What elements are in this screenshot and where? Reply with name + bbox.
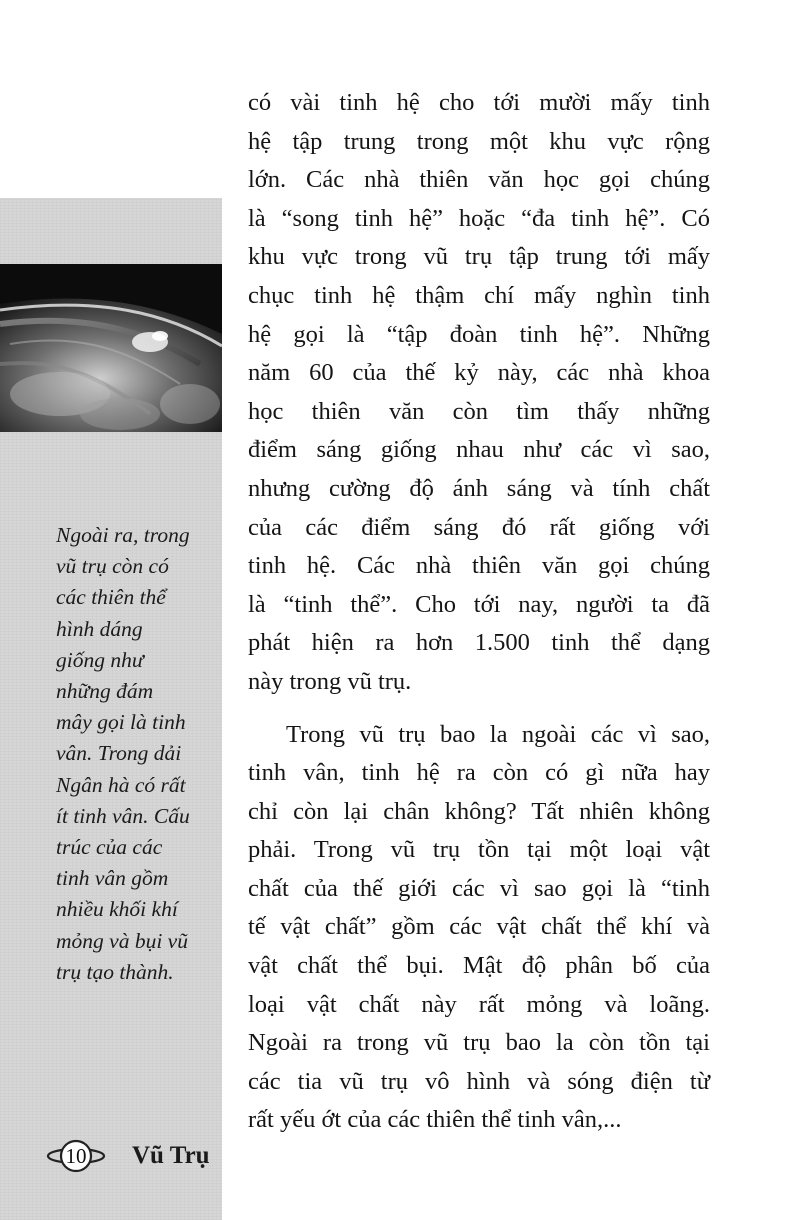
text-line: nhưng cường độ ánh sáng và tính chất [248, 474, 710, 502]
text-line: Ngoài ra trong vũ trụ bao la còn tồn tại [248, 1029, 710, 1057]
text-line: hệ gọi là “tập đoàn tinh hệ”. Những [248, 320, 710, 348]
paragraph [248, 716, 710, 1141]
text-line: vật chất thể bụi. Mật độ phân bố của [248, 952, 710, 980]
body-text [248, 84, 710, 1140]
caption-line: giống như [56, 647, 144, 672]
text-line: của các điểm sáng đó rất giống với [248, 513, 710, 541]
text-line: năm 60 của thế kỷ này, các nhà khoa [248, 359, 710, 387]
text-line: có vài tinh hệ cho tới mười mấy tinh [248, 89, 710, 116]
text-line: điểm sáng giống nhau như các vì sao, [248, 436, 710, 464]
text-line: loại vật chất này rất mỏng và loãng. [248, 990, 710, 1018]
caption-line: những đám [56, 679, 154, 704]
page-number: 10 [65, 1144, 87, 1168]
text-line: hệ tập trung trong một khu vực rộng [248, 127, 710, 155]
sidebar-caption [56, 520, 224, 988]
caption-line: mỏng và bụi vũ [56, 928, 188, 953]
caption-line: vân. Trong dải [56, 741, 182, 766]
text-line: các tia vũ trụ vô hình và sóng điện từ [248, 1067, 710, 1095]
caption-line: ít tinh vân. Cấu [56, 803, 190, 828]
caption-line: các thiên thể [56, 585, 166, 610]
text-line: Trong vũ trụ bao la ngoài các vì sao, [286, 720, 710, 748]
text-line: là “tinh thể”. Cho tới nay, người ta đã [248, 590, 710, 618]
text-line: phát hiện ra hơn 1.500 tinh thể dạng [248, 629, 710, 657]
text-line: tế vật chất” gồm các vật chất thể khí và [248, 913, 710, 941]
caption-line: trúc của các [56, 835, 163, 860]
caption-line: vũ trụ còn có [56, 554, 169, 579]
text-line: rất yếu ớt của các thiên thể tinh vân,... [248, 1106, 622, 1134]
text-line: này trong vũ trụ. [248, 667, 412, 695]
text-line: chất của thế giới các vì sao gọi là “tinh [248, 874, 710, 902]
caption-line: nhiều khối khí [56, 897, 178, 922]
text-line: học thiên văn còn tìm thấy những [248, 397, 710, 425]
paragraph [248, 84, 710, 702]
caption-line: mây gọi là tinh [56, 710, 186, 735]
text-line: tinh hệ. Các nhà thiên văn gọi chúng [248, 552, 710, 580]
text-line: chỉ còn lại chân không? Tất nhiên không [248, 797, 710, 825]
caption-line: hình dáng [56, 616, 143, 641]
text-line: phải. Trong vũ trụ tồn tại một loại vật [248, 836, 710, 864]
caption-line: trụ tạo thành. [56, 959, 174, 984]
caption-line: Ngoài ra, trong [56, 523, 190, 547]
book-title: Vũ Trụ [132, 1142, 210, 1169]
caption-line: tinh vân gồm [56, 866, 169, 891]
text-line: chục tinh hệ thậm chí mấy nghìn tinh [248, 281, 710, 309]
text-line: lớn. Các nhà thiên văn học gọi chúng [248, 166, 710, 194]
text-line: khu vực trong vũ trụ tập trung tới mấy [248, 243, 710, 271]
nebula-photo [0, 264, 222, 432]
caption-line: Ngân hà có rất [56, 772, 186, 797]
text-line: là “song tinh hệ” hoặc “đa tinh hệ”. Có [248, 204, 710, 232]
text-line: tinh vân, tinh hệ ra còn có gì nữa hay [248, 759, 710, 787]
page-footer [44, 1138, 224, 1178]
